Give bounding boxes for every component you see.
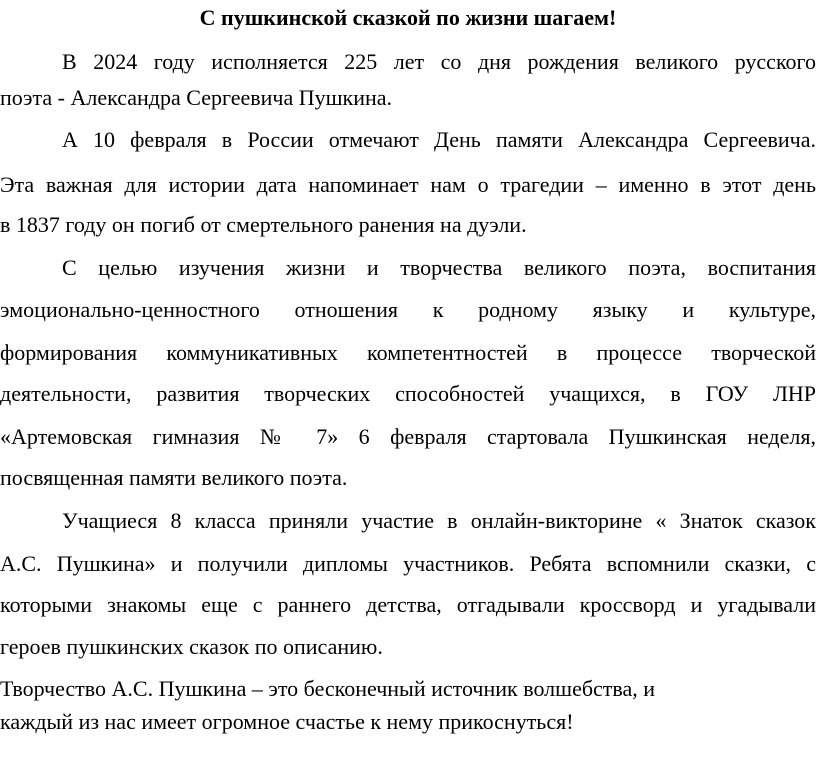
- text-line: А 10 февраля в России отмечают День памяти Александра Сергеевича.: [62, 127, 816, 152]
- text-line: «Артемовская гимназия № 7» 6 февраля стартовала Пушкинская неделя,: [0, 424, 816, 449]
- text-line: формирования коммуникативных компетентностей в процессе творческой: [0, 340, 816, 365]
- text-line: поэта - Александра Сергеевича Пушкина.: [0, 85, 393, 110]
- text-line: эмоционально-ценностного отношения к родному языку и культуре,: [0, 297, 816, 322]
- text-line: А.С. Пушкина» и получили дипломы участников. Ребята вспомнили сказки, с: [0, 551, 816, 576]
- text-line: Учащиеся 8 класса приняли участие в онлайн-викторине « Знаток сказок: [62, 508, 816, 533]
- text-line: С целью изучения жизни и творчества великого поэта, воспитания: [62, 255, 816, 280]
- text-line: В 2024 году исполняется 225 лет со дня рождения великого русского: [62, 49, 816, 74]
- text-line: Творчество А.С. Пушкина – это бесконечный источник волшебства, и: [0, 676, 656, 701]
- text-line: в 1837 году он погиб от смертельного ранения на дуэли.: [0, 212, 527, 237]
- document-title: С пушкинской сказкой по жизни шагаем!: [199, 5, 617, 30]
- text-line: каждый из нас имеет огромное счастье к нему прикоснуться!: [0, 709, 574, 734]
- text-line: Эта важная для истории дата напоминает нам о трагедии – именно в этот день: [0, 172, 816, 197]
- text-line: героев пушкинских сказок по описанию.: [0, 634, 383, 659]
- text-line: которыми знакомы еще с раннего детства, отгадывали кроссворд и угадывали: [0, 592, 816, 617]
- text-line: посвященная памяти великого поэта.: [0, 465, 348, 490]
- text-line: деятельности, развития творческих способностей учащихся, в ГОУ ЛНР: [0, 381, 816, 406]
